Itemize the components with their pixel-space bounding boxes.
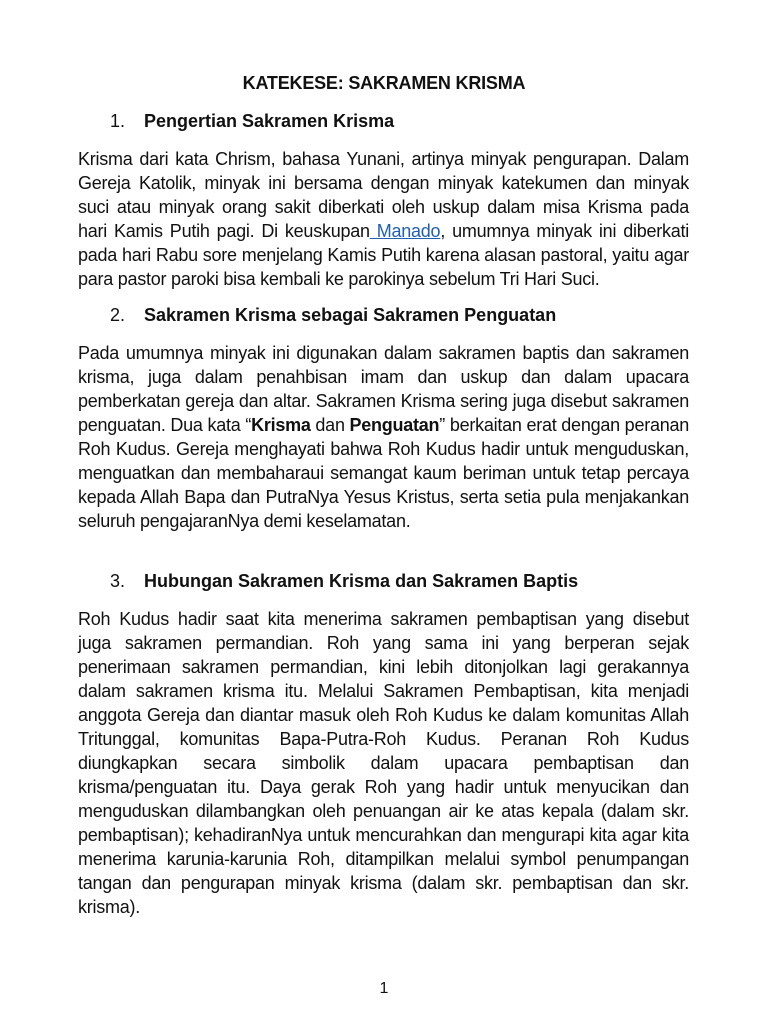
section-heading-text: Hubungan Sakramen Krisma dan Sakramen Baptis xyxy=(144,571,579,591)
paragraph-text: , umumnya minyak ini diberkati pada hari Rabu sore menjelang Kamis Putih karena alasan pastoral, yaitu agar para pastor paroki bisa kembali ke parokinya sebelum Tri Hari Suci. xyxy=(78,221,689,289)
section-1-heading xyxy=(110,111,394,132)
section-2-heading xyxy=(110,305,556,326)
section-2-paragraph xyxy=(78,341,689,533)
section-number: 1. xyxy=(110,111,126,131)
section-3-paragraph: Roh Kudus hadir saat kita menerima sakramen pembaptisan yang disebut juga sakramen permandian. Roh yang sama ini yang berperan sejak penerimaan sakramen permandian, kini lebih ditonjolkan lagi gerakannya dalam sakramen krisma itu. Melalui Sakramen Pembaptisan, kita menjadi anggota Gereja dan diantar masuk oleh Roh Kudus ke dalam komunitas Allah Tritunggal, komunitas Bapa-Putra-Roh Kudus. Peranan Roh Kudus diungkapkan secara simbolik dalam upacara pembaptisan dan krisma/penguatan itu. Daya gerak Roh yang hadir untuk menyucikan dan menguduskan dilambangkan oleh penuangan air ke atas kepala (dalam skr. pembaptisan); kehadiranNya untuk mencurahkan dan mengurapi kita agar kita menerima karunia-karunia Roh, ditampilkan melalui symbol penumpangan tangan dan pengurapan minyak krisma (dalam skr. pembaptisan dan skr. krisma). xyxy=(78,609,689,917)
section-heading-text: Sakramen Krisma sebagai Sakramen Penguatan xyxy=(144,305,557,325)
paragraph-text: Krisma dari kata Chrism, bahasa Yunani, artinya minyak pengurapan. Dalam Gereja Katolik, minyak ini bersama dengan minyak katekumen dan minyak suci atau minyak orang sakit diberkati oleh uskup dalam misa Krisma pada hari Kamis Putih pagi. Di keuskupan xyxy=(78,149,689,241)
section-number: 2. xyxy=(110,305,126,325)
bold-term-penguatan: Penguatan xyxy=(349,415,440,435)
bold-term-krisma: Krisma xyxy=(251,415,311,435)
page-number: 1 xyxy=(379,980,389,997)
section-heading-text: Pengertian Sakramen Krisma xyxy=(144,111,395,131)
manado-link[interactable]: Manado xyxy=(369,221,441,241)
paragraph-text: Pada umumnya minyak ini digunakan dalam sakramen baptis dan sakramen krisma, juga dalam penahbisan imam dan uskup dan dalam upacara pemberkatan gereja dan altar. Sakramen Krisma sering juga disebut sakramen penguatan. Dua kata “ xyxy=(78,343,689,435)
section-number: 3. xyxy=(110,571,126,591)
paragraph-text: dan xyxy=(310,415,350,435)
paragraph-text: ” berkaitan erat dengan peranan Roh Kudus. Gereja menghayati bahwa Roh Kudus hadir untuk menguduskan, menguatkan dan membaharaui semangat kaum beriman untuk tetap percaya kepada Allah Bapa dan PutraNya Yesus Kristus, serta setia pula menjakankan seluruh pengajaranNya demi keselamatan. xyxy=(78,415,689,531)
section-1-paragraph xyxy=(78,147,689,291)
document-title: KATEKESE: SAKRAMEN KRISMA xyxy=(242,73,526,93)
section-3-heading xyxy=(110,571,578,592)
